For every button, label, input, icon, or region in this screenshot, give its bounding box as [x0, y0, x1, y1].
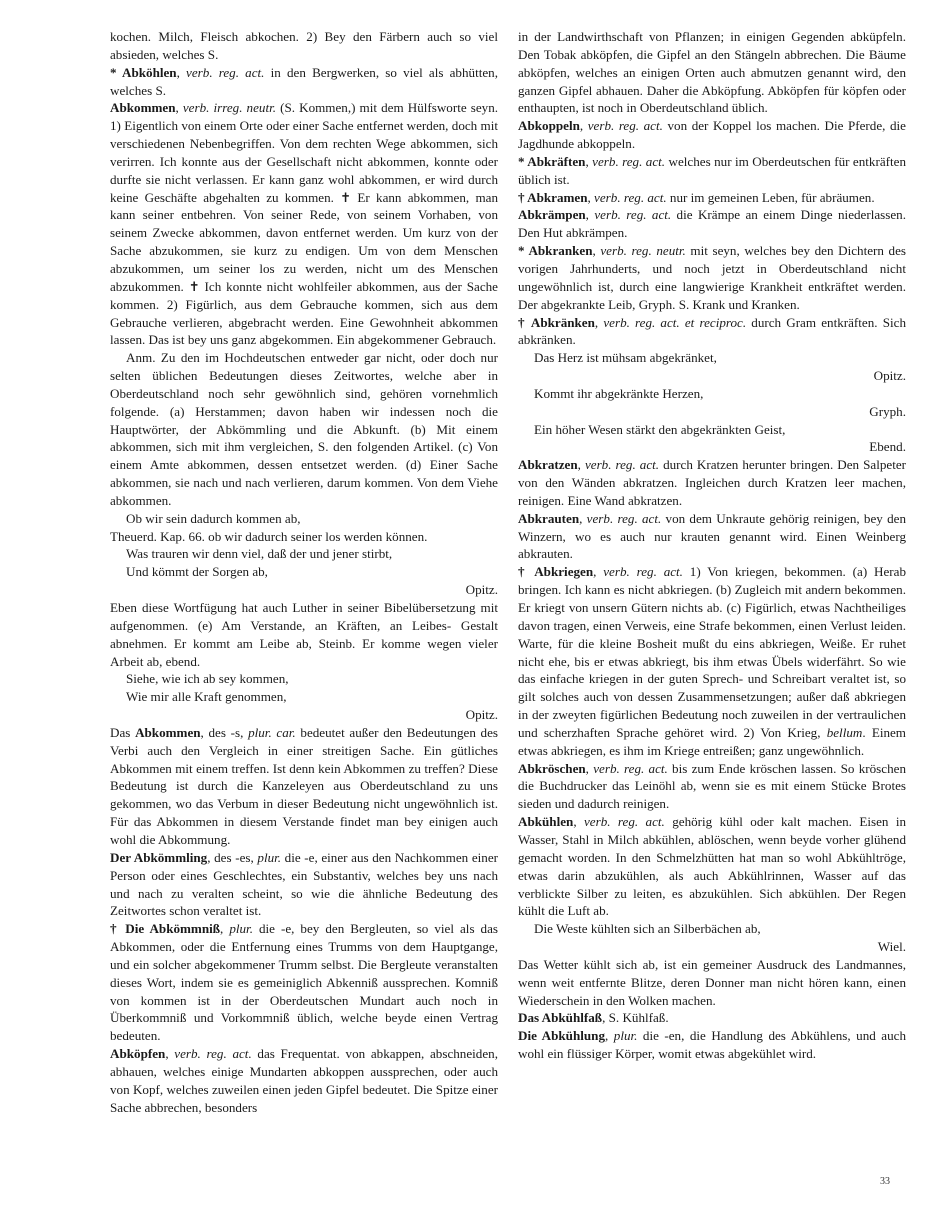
verse-attribution: [110, 581, 498, 599]
grammar-label: verb. irreg. neutr.: [182, 100, 277, 116]
entry-text: in den Bergwerken, so viel als abhütten, welches S.: [110, 64, 498, 98]
entry-text: ,: [592, 243, 601, 259]
verse-line: [518, 920, 906, 938]
headword: Abkrauten: [518, 510, 580, 526]
entry-paragraph: [518, 242, 906, 313]
entry-text: Opitz.: [873, 368, 906, 384]
grammar-label: verb. reg. act.: [593, 760, 668, 776]
right-column: [518, 28, 906, 1063]
verse-attribution: [518, 403, 906, 421]
entry-text: die Krämpe an einem Dinge niederlassen. Den Hut abkrämpen.: [518, 207, 906, 241]
indented-paragraph: [110, 349, 498, 510]
entry-text: ,: [175, 100, 183, 116]
left-column: [110, 28, 498, 1116]
entry-marker: †: [518, 189, 528, 205]
entry-paragraph: [518, 956, 906, 1010]
entry-text: ,: [573, 814, 584, 830]
entry-text: Was trauren wir denn viel, daß der und jener stirbt,: [126, 546, 393, 562]
entry-text: bedeutet außer den Bedeutungen des Verbi auch den Vergleich in einer streitigen Sache. Ein gütliches Abkommen mit einem treffen. Ist denn kein Abkommen zu treffen? Diese Bedeutung ist durch die Kanzeleyen aus Oberdeutschland zu uns gekommen, wo das Verbum in dieser Bedeutung nicht ungewöhnlich ist. Für das Abkommen in diesem Verstande findet man bey einigen auch wohl die Abkommung.: [110, 724, 499, 847]
entry-paragraph: [518, 117, 906, 153]
entry-text: . Einem etwas abkriegen, es ihm im Kriege entreißen; ganz ungewöhnlich.: [518, 724, 906, 758]
entry-text: Ebend.: [869, 439, 906, 455]
verse-line: [110, 688, 498, 706]
verse-line: [110, 510, 498, 528]
entry-marker: †: [518, 314, 531, 330]
entry-text: 1) Von kriegen, bekommen. (a) Herab bringen. Ich kann es nicht abkriegen. (b) Zugleich mit andern bekommen. Er kriegt von unsern Gütern nichts ab. (c) Figürlich, etwas Nachtheiliges davon tragen, einen Verweis, eine Strafe bekommen, einen Verlust leiden. Warte, für die kleine Bosheit mußt du eins abkriegen, Weiße. Er ruhet nicht ehe, bis er etwas abkriegt, bis ihm etwas Übels widerfährt. So wie das einfache kriegen in der guten Sprech- und Schreibart veraltet ist, so gilt solches auch von dessen Zusammensetzungen; außer daß abkriegen in der zweyten figürlichen Bedeutung noch zuweilen in der vertraulichen und scherzhaften Sprache gehöret wird. 2) Von Krieg,: [518, 564, 906, 740]
entry-text: in der Landwirthschaft von Pflanzen; in einigen Gegenden abküpfeln. Den Tobak abköpfen, die Gipfel an den Stängeln abbrechen. Die Bäume abköpfen, welches an einigen Orten auch abmutzen genannt wird, den ganzen Gipfel abhauen. Daher die Abköpfung. Abköpfen für köpfen oder enthaupten, ist noch in Oberdeutschland üblich.: [518, 29, 906, 116]
entry-text: ,: [579, 118, 588, 134]
grammar-label: plur. car.: [248, 724, 296, 740]
entry-marker: †: [110, 921, 126, 937]
entry-text: ,: [587, 189, 595, 205]
page-number: 33: [880, 1176, 890, 1187]
entry-text: ,: [585, 760, 594, 776]
verse-line: [110, 670, 498, 688]
headword: Abkramen: [527, 189, 588, 205]
entry-text: Siehe, wie ich ab sey kommen,: [126, 671, 289, 687]
entry-text: Opitz.: [465, 582, 498, 598]
headword: Abkratzen: [518, 457, 578, 473]
grammar-label: verb. reg. act.: [584, 814, 665, 830]
grammar-label: verb. reg. act.: [594, 189, 667, 205]
headword: Die Abkühlung: [518, 1028, 605, 1044]
entry-paragraph: [518, 314, 906, 350]
entry-text: , S. Kühlfaß.: [602, 1010, 669, 1026]
entry-text: Wiel.: [877, 939, 906, 955]
grammar-label: verb. reg. act.: [592, 153, 666, 169]
entry-text: bis zum Ende kröschen lassen. So kröschen die Buchdrucker das Leinöhl ab, wenn sie es mit einem Stücke Brotes sieden und dadurch reinigen.: [518, 760, 906, 812]
verse-attribution: [110, 706, 498, 724]
verse-line: [518, 349, 906, 367]
entry-text: Eben diese Wortfügung hat auch Luther in seiner Bibelübersetzung mit aufgenommen. (e) Am Verstande, an Kräften, an Leibes- Gestalt abnehmen. Er kommt am Leibe ab, Steinb. Er komme wegen vieler Arbeit ab, ebend.: [110, 600, 498, 669]
headword: Abkränken: [530, 314, 595, 330]
entry-marker: *: [518, 243, 529, 259]
grammar-label: plur.: [257, 849, 282, 865]
entry-text: ,: [585, 153, 593, 169]
entry-text: , des -s,: [200, 724, 249, 740]
grammar-label: plur.: [613, 1028, 638, 1044]
entry-text: (S. Kommen,) mit dem Hülfsworte seyn. 1) Eigentlich von einem Orte oder einer Sache entfernet werden, doch mit verschiedenen Nebenbegriffen. Von dem rechten Wege abkommen, sich verirren. Ich konnte aus der Gesellschaft nicht abkommen, konnte oder durfte sie nicht verlassen. Er kann ganz wohl abkommen, er wird durch keine Geschäfte abgehalten zu kommen. ✝ Er kann abkommen, man kann seiner entbehren. Von seiner Rede, von seinem Vorhaben, von seinem Zwecke abkommen, davon entfernet werden. Um kurz von der Sache abzukommen, sie kurz zu endigen. Um von dem Menschen abzukommen, um seiner los zu werden, nicht um des Menschen abzukommen. ✝ Ich konnte nicht wohlfeiler abkommen, aus der Sache kommen. 2) Figürlich, aus dem Gebrauche kommen, sich aus dem Gebrauche verlieren, abgebracht werden. Eine Gewohnheit abkommen lassen. Das ist bey uns ganz abgekommen. Ein abgekommener Gebrauch.: [110, 100, 499, 348]
entry-text: Opitz.: [465, 707, 498, 723]
entry-paragraph: [518, 206, 906, 242]
grammar-label: verb. reg. neutr.: [600, 243, 686, 259]
headword: Abkröschen: [518, 760, 586, 776]
entry-text: Das Herz ist mühsam abgekränket,: [534, 350, 717, 366]
entry-paragraph: [518, 760, 906, 814]
headword: Abkräften: [527, 153, 586, 169]
entry-text: Das: [110, 724, 136, 740]
verse-attribution: [518, 938, 906, 956]
verse-line: [110, 545, 498, 563]
entry-paragraph: [110, 1045, 498, 1116]
grammar-label: verb. reg. act.: [586, 510, 662, 526]
entry-text: mit seyn, welches bey den Dichtern des vorigen Jahrhunderts, und noch jetzt in Oberdeutschland nicht ungewöhnlich ist, durch eine langwierige Krankheit entkräftet werden. Der abgekrankte Leib, Gryph. S. Krank und Kranken.: [518, 243, 906, 312]
entry-paragraph: [518, 563, 906, 759]
entry-text: Anm. Zu den im Hochdeutschen entweder gar nicht, oder doch nur selten üblichen Bedeutungen dieses Zeitwortes, welche aber in Oberdeutschland noch sehr gewöhnlich sind, gehören vornehmlich folgende. (a) Herstammen; davon haben wir indessen noch die Hauptwörter, der Abkömmling und die Abkunft. (b) Mit einem abkommen, sich mit ihm vergleichen, S. den folgenden Artikel. (c) Von einem Amte abkommen, dessen entsetzet werden. (d) Einer Sache abkommen, sie nach und nach verlieren, darum kommen. Von dem Viehe abkommen.: [110, 350, 498, 508]
entry-paragraph: [518, 28, 906, 117]
entry-text: Theuerd. Kap. 66. ob wir dadurch seiner los werden können.: [110, 528, 428, 544]
entry-text: ,: [594, 314, 604, 330]
entry-paragraph: [110, 99, 498, 349]
grammar-label: verb. reg. act.: [584, 457, 660, 473]
entry-text: welches nur im Oberdeutschen für entkräften üblich ist.: [518, 153, 906, 187]
entry-text: gehörig kühl oder kalt machen. Eisen in Wasser, Stahl in Milch abkühlen, ablöschen, wenn beyde vorher glühend gemacht worden. In den Schmelzhütten hat man so wohl Abkühltröge, etwas darin abzukühlen, als auch Abkühlrinnen, Wasser auf das verblickte Silber zu leiten, es abzukühlen. Sich abkühlen. Der Regen kühlt die Luft ab.: [518, 814, 907, 919]
entry-text: ,: [176, 64, 187, 80]
entry-paragraph: [518, 456, 906, 510]
headword: Abkriegen: [534, 564, 594, 580]
entry-text: ,: [593, 564, 604, 580]
entry-paragraph: [110, 849, 498, 920]
entry-paragraph: [110, 724, 498, 849]
entry-text: die -e, einer aus den Nachkommen einer Person oder eines Geschlechtes, ein Substantiv, welches bey uns nach und nach zu veralten scheint, so wie die ähnliche Bedeutung des Zeitwortes schon veraltet ist.: [110, 849, 499, 919]
grammar-label: plur.: [229, 921, 253, 937]
grammar-label: verb. reg. act. et reciproc.: [603, 314, 747, 330]
headword: Abköpfen: [110, 1046, 166, 1062]
entry-paragraph: [518, 1027, 906, 1063]
entry-text: Die Weste kühlten sich an Silberbächen ab,: [534, 921, 761, 937]
entry-text: Kommt ihr abgekränkte Herzen,: [534, 385, 704, 401]
entry-marker: †: [518, 564, 535, 580]
entry-paragraph: [518, 510, 906, 564]
grammar-label: verb. reg. act.: [587, 118, 663, 134]
entry-text: , des -es,: [207, 849, 258, 865]
headword: Abköhlen: [122, 64, 177, 80]
entry-text: ,: [579, 510, 587, 526]
entry-text: ,: [577, 457, 585, 473]
entry-paragraph: [518, 153, 906, 189]
verse-attribution: [518, 367, 906, 385]
entry-text: Gryph.: [869, 403, 906, 419]
entry-text: ,: [585, 207, 595, 223]
entry-paragraph: [518, 1009, 906, 1027]
headword: Abkoppeln: [518, 118, 580, 134]
entry-text: ,: [165, 1046, 175, 1062]
entry-text: durch Kratzen herunter bringen. Den Salpeter von den Wänden abkratzen. Ingleichen durch Kratzen leer machen, reinigen. Eine Wand abkratzen.: [518, 457, 907, 508]
verse-line: [110, 563, 498, 581]
grammar-label: verb. reg. act.: [174, 1046, 252, 1062]
entry-text: die -en, die Handlung des Abkühlens, und auch wohl ein flüssiger Körper, womit etwas abgekühlet wird.: [518, 1028, 906, 1062]
grammar-label: verb. reg. act.: [603, 564, 683, 580]
verse-line: [518, 385, 906, 403]
entry-paragraph: [110, 528, 498, 546]
headword: Der Abkömmling: [110, 849, 208, 865]
entry-text: Wie mir alle Kraft genommen,: [126, 689, 287, 705]
headword: Abkrämpen: [518, 207, 586, 223]
entry-text: kochen. Milch, Fleisch abkochen. 2) Bey den Färbern auch so viel absieden, welches S.: [110, 29, 498, 62]
entry-text: Das Wetter kühlt sich ab, ist ein gemeiner Ausdruck des Landmannes, wenn weit entfernte Blitze, deren Donner man nicht hören kann, einen Wiederschein in den Wolken machen.: [518, 956, 906, 1008]
entry-paragraph: [110, 64, 498, 100]
entry-paragraph: [110, 28, 498, 64]
entry-text: Und kömmt der Sorgen ab,: [126, 564, 268, 580]
entry-text: von der Koppel los machen. Die Pferde, die Jagdhunde abkoppeln.: [518, 118, 906, 152]
grammar-label: verb. reg. act.: [594, 207, 672, 223]
entry-marker: *: [518, 153, 528, 169]
entry-text: von dem Unkraute gehörig reinigen, bey den Winzern, wo es auch nur krauten genannt wird. Einen Weinberg abkrauten.: [518, 510, 906, 562]
grammar-label: verb. reg. act.: [186, 64, 265, 80]
headword: Abkranken: [528, 243, 593, 259]
headword: Abkühlen: [518, 814, 574, 830]
verse-attribution: [518, 438, 906, 456]
entry-paragraph: [110, 920, 498, 1045]
entry-text: ,: [220, 921, 230, 937]
entry-text: nur im gemeinen Leben, für abräumen.: [666, 189, 875, 205]
entry-paragraph: [518, 189, 906, 207]
headword: Abkommen: [110, 100, 176, 116]
entry-text: Ein höher Wesen stärkt den abgekränkten Geist,: [534, 421, 786, 437]
entry-paragraph: [110, 599, 498, 670]
verse-line: [518, 421, 906, 439]
entry-paragraph: [518, 813, 906, 920]
entry-text: durch Gram entkräften. Sich abkränken.: [518, 314, 906, 348]
entry-text: Ob wir sein dadurch kommen ab,: [126, 510, 301, 526]
entry-marker: *: [110, 64, 122, 80]
grammar-label: bellum: [826, 724, 863, 740]
headword: Das Abkühlfaß: [518, 1010, 603, 1026]
entry-text: ,: [605, 1028, 614, 1044]
entry-text: die -e, bey den Bergleuten, so viel als das Abkommen, oder die Entfernung eines Trumms von dem Hauptgange, und ein solcher abgekommener Trumm selbst. Die Bergleute veranstalten dieses Wort, indem sie es gemeiniglich Abkenniß aussprechen. Komniß von kommen ist in der Oberdeutschen Mundart auch noch in Überkommniß und Vorkommniß üblich, welche beyde einen Vertrag bedeuten.: [110, 921, 498, 1044]
headword: Die Abkömmniß: [125, 921, 221, 937]
headword: Abkommen: [135, 724, 201, 740]
entry-text: das Frequentat. von abkappen, abschneiden, abhauen, welches einige Mundarten abkoppen aussprechen, oder auch von Kopf, welches zuweilen einen jeden Gipfel bedeutet. Die Spitze einer Sache abbrechen, besonders: [110, 1046, 498, 1115]
